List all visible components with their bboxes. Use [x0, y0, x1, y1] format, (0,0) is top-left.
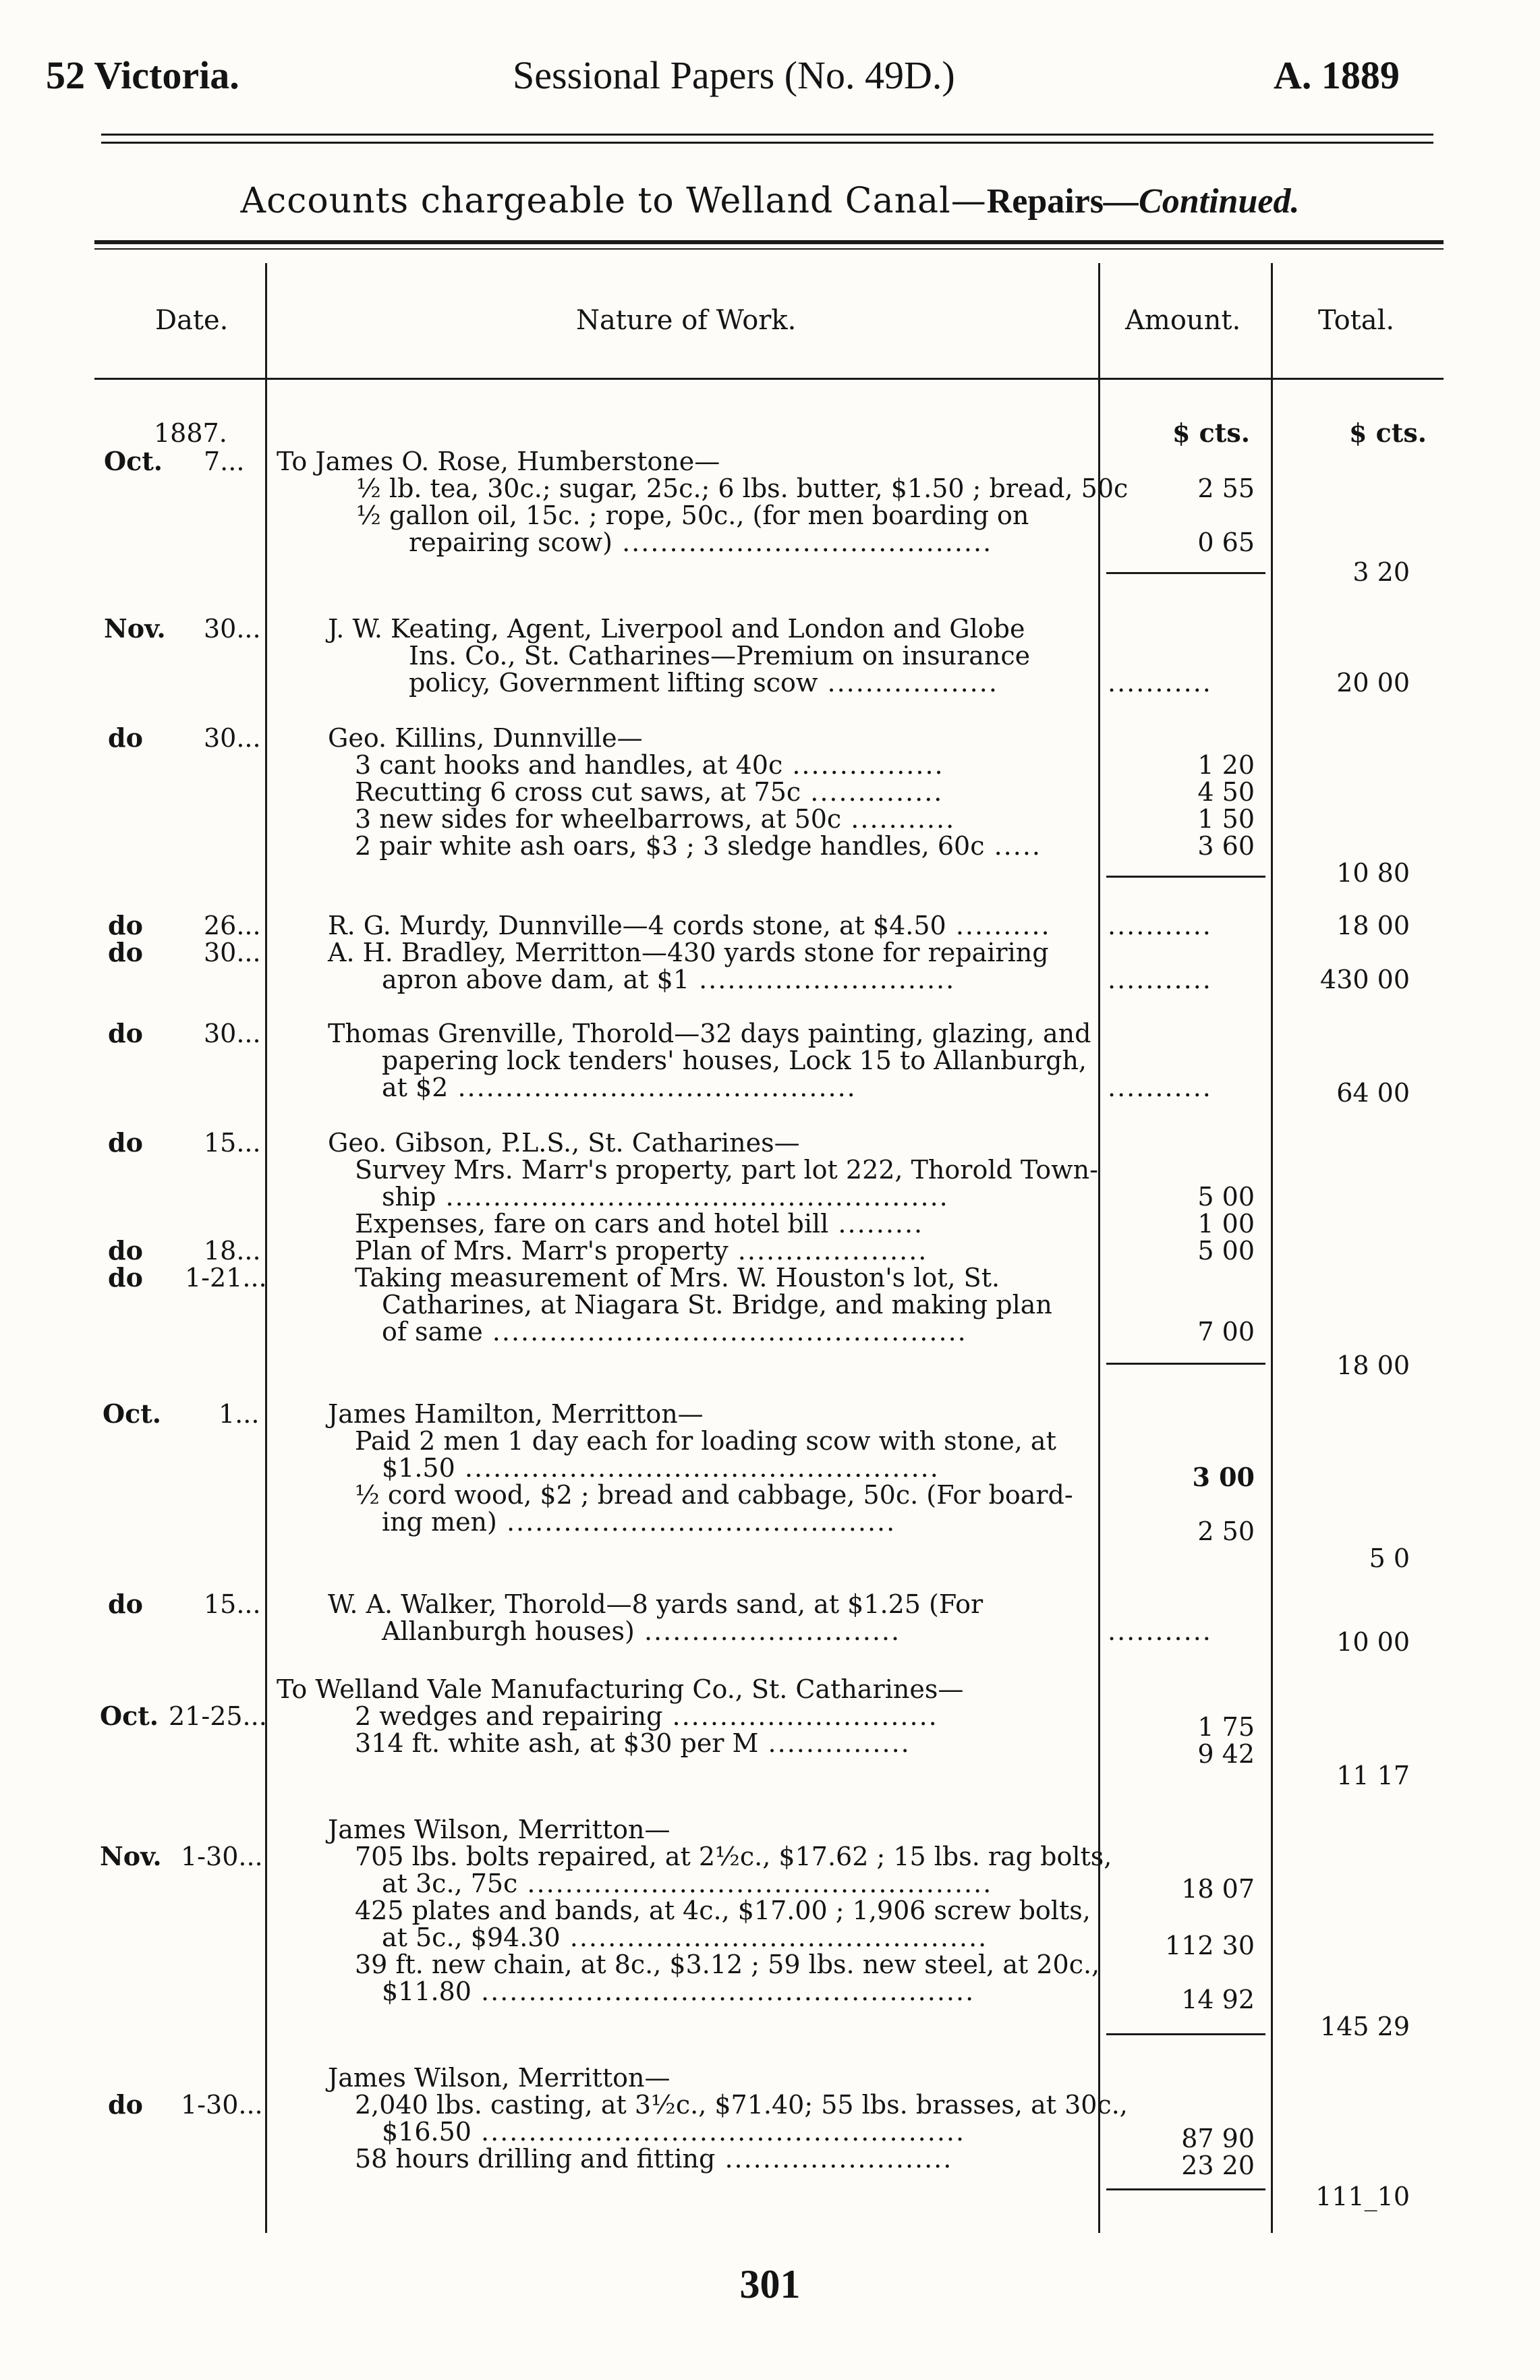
total-value: 10 00	[1336, 1627, 1410, 1657]
entry-text: James Wilson, Merritton—	[328, 2063, 671, 2093]
entry-text: ing men)	[382, 1507, 497, 1537]
date-day: 1-30...	[181, 2090, 263, 2120]
entry-text	[382, 1454, 940, 1481]
total-value: 18 00	[1336, 911, 1410, 940]
entry-text: To James O. Rose, Humberstone—	[277, 447, 720, 476]
amount-blank: ...........	[1108, 911, 1212, 940]
date-day: 30...	[204, 1019, 261, 1048]
entry-text: Plan of Mrs. Marr's property	[355, 1236, 729, 1266]
amount-value: 2 55	[1197, 474, 1255, 503]
leader-dots: ...........................	[634, 1616, 901, 1646]
header-rule-top	[101, 134, 1433, 136]
subtotal-rule	[1106, 2033, 1265, 2035]
entry-text: 3 new sides for wheelbarrows, at 50c	[355, 804, 842, 834]
date-day: 7...	[204, 447, 245, 476]
amount-value: 14 92	[1181, 1985, 1255, 2014]
leader-dots: ..............	[801, 777, 944, 807]
leader-dots: ...............	[758, 1728, 911, 1758]
header-left: 52 Victoria.	[46, 53, 239, 97]
entry-text: papering lock tenders' houses, Lock 15 to Allanburgh,	[382, 1046, 1087, 1075]
leader-dots: .........................................	[496, 1507, 896, 1537]
date-day: 1-21...	[185, 1263, 267, 1293]
date-month: Nov.	[100, 1841, 162, 1871]
entry-text: at $2	[382, 1073, 449, 1102]
entry-text	[382, 1618, 901, 1645]
subtotal-rule	[1106, 2188, 1265, 2190]
total-value: 145 29	[1320, 2012, 1410, 2041]
date-day: 30...	[204, 614, 261, 644]
entry-text	[355, 2145, 952, 2172]
entry-text: ½ lb. tea, 30c.; sugar, 25c.; 6 lbs. butter, $1.50 ; bread, 50c	[356, 474, 1129, 503]
entry-text: 39 ft. new chain, at 8c., $3.12 ; 59 lbs. new steel, at 20c.,	[355, 1950, 1100, 1979]
amount-value: 7 00	[1197, 1317, 1255, 1347]
date-month: do	[108, 2089, 143, 2120]
amount-value: 2 50	[1197, 1517, 1255, 1546]
entry-text	[409, 529, 992, 556]
entry-text: Survey Mrs. Marr's property, part lot 222, Thorold Town-	[355, 1155, 1098, 1185]
date-month: do	[108, 722, 143, 753]
date-month: do	[108, 1235, 143, 1266]
entry-text: James Hamilton, Merritton—	[328, 1399, 704, 1429]
leader-dots: ..................................................	[455, 1453, 940, 1483]
amount-units: $ cts.	[1172, 418, 1250, 448]
leader-dots: ............................................	[560, 1923, 988, 1952]
entry-text	[355, 805, 955, 832]
total-value: 5 0	[1369, 1543, 1410, 1573]
date-day: 18...	[204, 1236, 261, 1266]
col-header-total: Total.	[1318, 305, 1395, 336]
amount-value: 9 42	[1197, 1739, 1255, 1769]
date-day: 15...	[204, 1128, 261, 1158]
amount-value: 87 90	[1181, 2124, 1255, 2153]
total-value: 20 00	[1336, 668, 1410, 698]
leader-dots: ..........	[946, 911, 1051, 940]
entry-text	[355, 778, 943, 805]
leader-dots: .....................................................	[436, 1182, 949, 1212]
entry-text	[382, 1183, 949, 1210]
page-number: 301	[739, 2262, 801, 2306]
column-rule-date	[265, 263, 267, 2233]
entry-text: $11.80	[382, 1977, 472, 2006]
leader-dots: ....................	[728, 1236, 928, 1266]
table-top-rule-thin	[94, 248, 1444, 250]
col-header-nature: Nature of Work.	[576, 305, 797, 336]
entry-text: Paid 2 men 1 day each for loading scow with stone, at	[355, 1426, 1056, 1456]
entry-text: Expenses, fare on cars and hotel bill	[355, 1209, 829, 1239]
leader-dots: ............................	[662, 1701, 938, 1731]
entry-text	[355, 752, 944, 778]
date-month: do	[108, 910, 143, 940]
col-header-amount: Amount.	[1125, 305, 1241, 336]
amount-blank: ...........	[1108, 965, 1212, 994]
title-prefix: Accounts chargeable to Welland Canal—	[240, 181, 987, 221]
entry-text: 3 cant hooks and handles, at 40c	[355, 750, 783, 780]
entry-text: A. H. Bradley, Merritton—430 yards stone for repairing	[328, 938, 1049, 967]
amount-value: 23 20	[1181, 2151, 1255, 2180]
date-year: 1887.	[154, 418, 227, 448]
entry-text	[382, 966, 955, 993]
date-month: do	[108, 1127, 143, 1158]
amount-value: 1 75	[1197, 1712, 1255, 1742]
total-value: 11 17	[1336, 1761, 1410, 1790]
entry-text: policy, Government lifting scow	[409, 668, 818, 698]
amount-value: 112 30	[1165, 1931, 1255, 1960]
entry-text	[355, 1237, 928, 1264]
leader-dots: ........................	[715, 2144, 953, 2174]
entry-text	[382, 1318, 967, 1345]
table-top-rule	[94, 240, 1444, 244]
date-month: do	[108, 1018, 143, 1048]
entry-text: apron above dam, at $1	[382, 965, 689, 994]
entry-text: 2 wedges and repairing	[355, 1701, 663, 1731]
leader-dots: ..................................................	[482, 1317, 967, 1347]
entry-text	[355, 1210, 923, 1237]
entry-text: at 5c., $94.30	[382, 1923, 561, 1952]
entry-text	[382, 1924, 988, 1951]
title-bold: Repairs	[986, 182, 1104, 221]
leader-dots: ...........	[841, 804, 956, 834]
column-rule-amount	[1271, 263, 1273, 2233]
entry-text	[355, 832, 1042, 859]
amount-value: 18 07	[1181, 1874, 1255, 1904]
entry-text	[382, 1870, 992, 1897]
leader-dots: ..........................................	[448, 1073, 857, 1102]
amount-value: 3 60	[1197, 831, 1255, 861]
entry-text	[409, 669, 998, 696]
leader-dots: ..................	[818, 668, 998, 698]
entry-text: of same	[382, 1317, 483, 1347]
entry-text	[382, 1508, 896, 1535]
entry-text: 425 plates and bands, at 4c., $17.00 ; 1,906 screw bolts,	[355, 1896, 1091, 1925]
date-day: 26...	[204, 911, 261, 940]
subtotal-rule	[1106, 572, 1265, 574]
amount-value: 1 00	[1197, 1209, 1255, 1239]
entry-text: 2,040 lbs. casting, at 3½c., $71.40; 55 lbs. brasses, at 30c.,	[355, 2090, 1128, 2120]
amount-value: 1 20	[1197, 750, 1255, 780]
entry-text: Allanburgh houses)	[382, 1616, 635, 1646]
entry-text: James Wilson, Merritton—	[328, 1815, 671, 1844]
entry-text: ship	[382, 1182, 436, 1212]
entry-text	[328, 912, 1051, 939]
total-value: 18 00	[1336, 1351, 1410, 1380]
entry-text: $16.50	[382, 2117, 472, 2147]
total-value: 3 20	[1352, 557, 1410, 587]
amount-value: 0 65	[1197, 528, 1255, 557]
subtotal-rule	[1106, 1363, 1265, 1365]
amount-value: 4 50	[1197, 777, 1255, 807]
date-month: Oct.	[103, 1398, 162, 1429]
entry-text	[355, 1703, 938, 1730]
entry-text: J. W. Keating, Agent, Liverpool and London and Globe	[328, 614, 1025, 644]
date-month: do	[108, 1589, 143, 1619]
col-header-date: Date.	[155, 305, 229, 336]
entry-text: 314 ft. white ash, at $30 per M	[355, 1728, 759, 1758]
date-day: 15...	[204, 1589, 261, 1619]
leader-dots: .........	[828, 1209, 924, 1239]
leader-dots: .......................................	[612, 528, 993, 557]
leader-dots: ...........................	[689, 965, 956, 994]
entry-text: To Welland Vale Manufacturing Co., St. Catharines—	[277, 1674, 964, 1704]
entry-text: at 3c., 75c	[382, 1869, 518, 1898]
entry-text: ½ gallon oil, 15c. ; rope, 50c., (for men boarding on	[356, 501, 1029, 530]
entry-text	[382, 1074, 857, 1101]
amount-blank: ...........	[1108, 1073, 1212, 1102]
total-value: 430 00	[1320, 965, 1410, 994]
total-value: 111_10	[1315, 2182, 1410, 2211]
header-rule-bottom	[101, 142, 1433, 144]
entry-text: Catharines, at Niagara St. Bridge, and making plan	[382, 1290, 1052, 1320]
entry-text: Recutting 6 cross cut saws, at 75c	[355, 777, 801, 807]
date-month: do	[108, 937, 143, 967]
entry-text: 2 pair white ash oars, $3 ; 3 sledge handles, 60c	[355, 831, 985, 861]
entry-text: $1.50	[382, 1453, 455, 1483]
total-value: 64 00	[1336, 1078, 1410, 1108]
date-month: Nov.	[104, 613, 166, 644]
amount-value: 1 50	[1197, 804, 1255, 834]
title-italic: —Continued.	[1104, 182, 1300, 221]
entry-text: Ins. Co., St. Catharines—Premium on insurance	[409, 641, 1031, 671]
amount-value: 3 00	[1192, 1462, 1255, 1492]
entry-text: Geo. Gibson, P.L.S., St. Catharines—	[328, 1128, 800, 1158]
leader-dots: .................................................	[517, 1869, 993, 1898]
table-title	[0, 181, 1540, 221]
date-month: Oct.	[100, 1701, 159, 1731]
date-month: Oct.	[104, 446, 163, 476]
entry-text: repairing scow)	[409, 528, 612, 557]
entry-text: W. A. Walker, Thorold—8 yards sand, at $1.25 (For	[328, 1589, 983, 1619]
amount-blank: ...........	[1108, 668, 1212, 698]
total-units: $ cts.	[1349, 418, 1427, 448]
leader-dots: ...................................................	[471, 2117, 966, 2147]
amount-blank: ...........	[1108, 1616, 1212, 1646]
entry-text: ½ cord wood, $2 ; bread and cabbage, 50c. (For board-	[355, 1480, 1073, 1510]
entry-text: Geo. Killins, Dunnville—	[328, 723, 643, 753]
entry-text	[355, 1730, 911, 1757]
leader-dots: ................	[782, 750, 944, 780]
entry-text: Taking measurement of Mrs. W. Houston's lot, St.	[355, 1263, 1000, 1293]
date-month: do	[108, 1262, 143, 1293]
date-day: 30...	[204, 938, 261, 967]
entry-text	[382, 2118, 965, 2145]
date-day: 1...	[219, 1399, 260, 1429]
header-underline	[94, 378, 1444, 380]
total-value: 10 80	[1336, 858, 1410, 888]
column-rule-nature	[1098, 263, 1100, 2233]
leader-dots: ....................................................	[471, 1977, 975, 2006]
subtotal-rule	[1106, 876, 1265, 878]
entry-text: R. G. Murdy, Dunnville—4 cords stone, at $4.50	[328, 911, 946, 940]
amount-value: 5 00	[1197, 1236, 1255, 1266]
amount-value: 5 00	[1197, 1182, 1255, 1212]
date-day: 30...	[204, 723, 261, 753]
leader-dots: .....	[984, 831, 1042, 861]
entry-text: Thomas Grenville, Thorold—32 days painting, glazing, and	[328, 1019, 1091, 1048]
entry-text: 705 lbs. bolts repaired, at 2½c., $17.62 ; 15 lbs. rag bolts,	[355, 1842, 1112, 1871]
header-right: A. 1889	[1274, 53, 1400, 97]
entry-text	[382, 1978, 975, 2005]
entry-text: 58 hours drilling and fitting	[355, 2144, 716, 2174]
header-center: Sessional Papers (No. 49D.)	[513, 53, 955, 97]
date-day: 21-25...	[169, 1701, 267, 1731]
date-day: 1-30...	[181, 1842, 263, 1871]
